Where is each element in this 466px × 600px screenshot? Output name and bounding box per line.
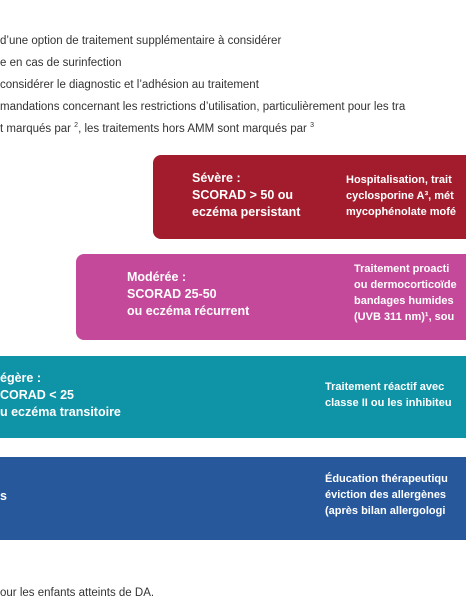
note-line-5-start: t marqués par [0,123,75,135]
stage-label-severe: Sévère : SCORAD > 50 ou eczéma persistant [192,171,301,219]
severity-band-moderate [76,254,466,340]
treatment-text-moderate: Traitement proacti ou dermocorticoïde bandages humides (UVB 311 nm)¹, sou [354,263,457,323]
treatment-text-base: Éducation thérapeutiqu éviction des allergènes (après bilan allergologi [325,473,448,517]
note-superscript-2: 2 [74,122,79,129]
stage-label-mild: égère : CORAD < 25 u eczéma transitoire [0,371,121,419]
note-line-5-middle: , les traitements hors AMM sont marqués par [78,123,311,135]
note-line-1: d’une option de traitement supplémentaire à considérer [0,35,282,47]
severity-band-base [0,457,466,540]
note-line-2: e en cas de surinfection [0,57,122,69]
footer-caption: our les enfants atteints de DA. [0,587,155,599]
severity-band-severe [153,155,466,239]
treatment-text-mild: Traitement réactif avec classe II ou les inhibiteu [325,381,452,409]
severity-band-mild [0,356,466,438]
note-line-3: considérer le diagnostic et l’adhésion au traitement [0,79,259,91]
note-superscript-3: 3 [310,122,314,129]
note-line-5 [0,122,314,136]
stage-label-moderate: Modérée : SCORAD 25-50 ou eczéma récurrent [127,270,250,318]
treatment-text-severe: Hospitalisation, trait cyclosporine A³, mét mycophénolate mofé [346,174,457,218]
stage-label-base: s [0,489,7,503]
note-line-4: mandations concernant les restrictions d’utilisation, particulièrement pour les tra [0,101,406,113]
